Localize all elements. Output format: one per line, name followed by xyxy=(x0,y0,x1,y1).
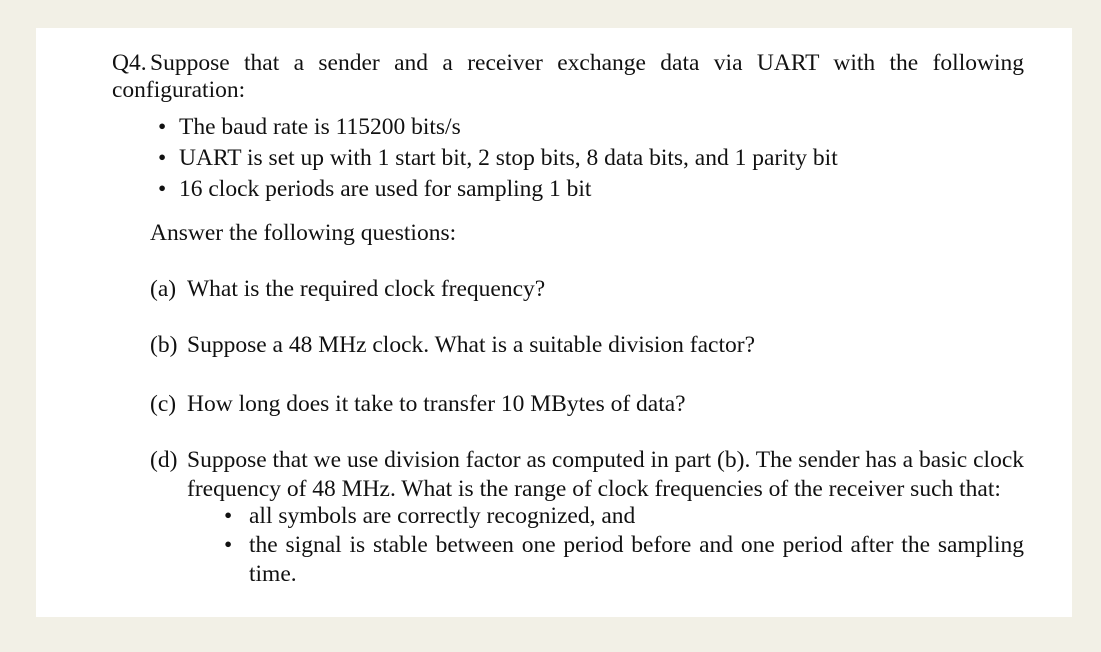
answer-intro: Answer the following questions: xyxy=(150,220,457,246)
list-item xyxy=(158,112,838,143)
part-b xyxy=(150,330,755,360)
question-intro: Suppose that a sender and a receiver exchange data via UART with the following configuration: xyxy=(112,50,1024,103)
part-c xyxy=(150,389,686,419)
bullet-icon: • xyxy=(158,145,167,171)
part-text: How long does it take to transfer 10 MBytes of data? xyxy=(187,391,686,417)
config-item-baud-rate: The baud rate is 115200 bits/s xyxy=(179,114,461,140)
config-item-frame-format: UART is set up with 1 start bit, 2 stop bits, 8 data bits, and 1 parity bit xyxy=(179,145,838,171)
part-text: Suppose a 48 MHz clock. What is a suitable division factor? xyxy=(187,332,756,358)
part-a xyxy=(150,274,545,304)
part-label: (a) xyxy=(150,276,177,302)
bullet-icon: • xyxy=(224,532,233,558)
list-item xyxy=(224,502,1024,531)
bullet-icon: • xyxy=(224,503,233,529)
bullet-icon: • xyxy=(158,176,167,202)
bullet-icon: • xyxy=(158,114,167,140)
part-text: What is the required clock frequency? xyxy=(187,276,546,302)
list-item xyxy=(158,143,838,174)
condition-list xyxy=(224,502,1024,589)
config-item-sampling: 16 clock periods are used for sampling 1 bit xyxy=(179,176,592,202)
list-item xyxy=(158,174,838,205)
part-d xyxy=(150,446,1024,502)
question-heading xyxy=(112,50,1024,104)
question-number: Q4. xyxy=(112,50,147,76)
part-text: Suppose that we use division factor as computed in part (b). The sender has a basic clock frequency of 48 MHz. What is the range of clock frequencies of the receiver such that: xyxy=(187,447,1024,502)
config-list xyxy=(158,112,838,205)
list-item xyxy=(224,531,1024,589)
part-label: (b) xyxy=(150,332,178,358)
condition-symbols-recognized: all symbols are correctly recognized, and xyxy=(249,503,636,529)
part-label: (c) xyxy=(150,391,177,417)
part-label: (d) xyxy=(150,447,178,473)
condition-signal-stable: the signal is stable between one period before and one period after the sampling time. xyxy=(249,532,1024,587)
